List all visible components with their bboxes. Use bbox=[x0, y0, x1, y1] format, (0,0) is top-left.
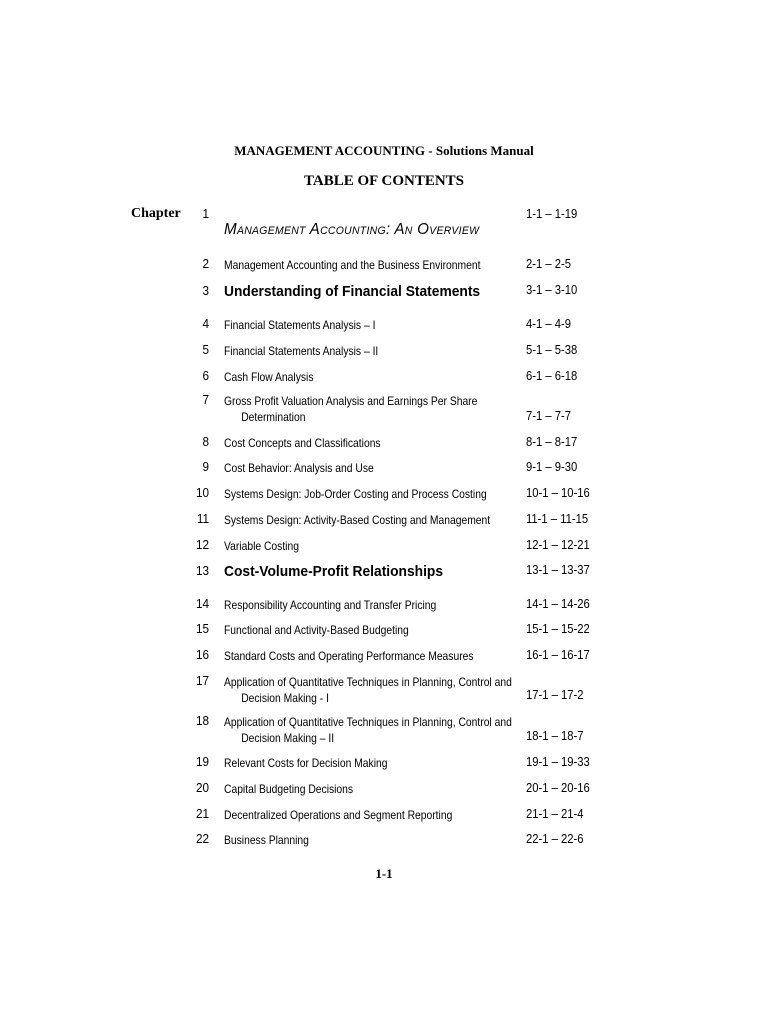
chapter-title-text: Cash Flow Analysis bbox=[224, 370, 314, 384]
chapter-number: 14 bbox=[195, 596, 209, 611]
page-range: 12-1 – 12-21 bbox=[526, 538, 590, 552]
page-range: 10-1 – 10-16 bbox=[526, 486, 590, 500]
chapter-title-continuation: Determination bbox=[241, 410, 306, 424]
chapter-title bbox=[224, 597, 436, 613]
chapter-number: 9 bbox=[202, 459, 209, 474]
page-range: 17-1 – 17-2 bbox=[526, 688, 584, 702]
page-range: 16-1 – 16-17 bbox=[526, 648, 590, 662]
chapter-title-text: Decentralized Operations and Segment Reporting bbox=[224, 808, 453, 822]
chapter-title-text: Financial Statements Analysis – I bbox=[224, 318, 376, 332]
chapter-title-text: Relevant Costs for Decision Making bbox=[224, 756, 388, 770]
document-title: MANAGEMENT ACCOUNTING - Solutions Manual bbox=[234, 143, 534, 158]
chapter-title bbox=[224, 486, 487, 502]
chapter-title bbox=[224, 648, 474, 664]
chapter-title bbox=[224, 714, 512, 746]
page-range: 22-1 – 22-6 bbox=[526, 832, 584, 846]
chapter-title-text: Standard Costs and Operating Performance Measures bbox=[224, 649, 474, 663]
chapter-title bbox=[224, 393, 477, 425]
chapter-title-text: Variable Costing bbox=[224, 539, 299, 553]
chapter-number: 6 bbox=[202, 368, 209, 383]
chapter-title bbox=[224, 564, 443, 580]
chapter-number: 16 bbox=[195, 647, 209, 662]
chapter-number: 18 bbox=[195, 713, 209, 728]
chapter-title-continuation: Decision Making – II bbox=[241, 731, 335, 745]
chapter-title-text: Systems Design: Job-Order Costing and Process Costing bbox=[224, 487, 487, 501]
chapter-label: Chapter bbox=[131, 206, 181, 221]
chapter-title-continuation: Decision Making - I bbox=[241, 691, 329, 705]
page-range: 11-1 – 11-15 bbox=[526, 512, 589, 526]
chapter-title-text: Understanding of Financial Statements bbox=[224, 283, 481, 300]
chapter-title bbox=[224, 538, 299, 554]
page-range: 3-1 – 3-10 bbox=[526, 283, 578, 297]
chapter-title bbox=[224, 755, 387, 771]
chapter-title bbox=[224, 284, 480, 300]
chapter-title bbox=[224, 460, 374, 476]
chapter-number: 8 bbox=[202, 434, 209, 449]
page-range: 7-1 – 7-7 bbox=[526, 409, 572, 423]
chapter-title-text: Business Planning bbox=[224, 833, 309, 847]
chapter-number: 7 bbox=[202, 392, 209, 407]
chapter-title bbox=[224, 807, 452, 823]
chapter-title-text: Application of Quantitative Techniques in Planning, Control and bbox=[224, 675, 512, 689]
chapter-title bbox=[224, 317, 375, 333]
chapter-title-text: Responsibility Accounting and Transfer Pricing bbox=[224, 598, 437, 612]
chapter-number: 4 bbox=[202, 316, 209, 331]
page-range: 19-1 – 19-33 bbox=[526, 755, 590, 769]
chapter-title bbox=[224, 257, 480, 273]
page-range: 14-1 – 14-26 bbox=[526, 597, 590, 611]
chapter-title-text: Gross Profit Valuation Analysis and Earnings Per Share bbox=[224, 394, 478, 408]
chapter-number: 17 bbox=[195, 673, 209, 688]
chapter-title-text: Cost Behavior: Analysis and Use bbox=[224, 461, 374, 475]
chapter-title-text: Financial Statements Analysis – II bbox=[224, 344, 379, 358]
page-range: 4-1 – 4-9 bbox=[526, 317, 572, 331]
toc-heading: TABLE OF CONTENTS bbox=[303, 173, 465, 189]
page-range: 21-1 – 21-4 bbox=[526, 807, 584, 821]
chapter-number: 3 bbox=[202, 283, 209, 298]
chapter-number: 12 bbox=[195, 537, 209, 552]
page-range: 2-1 – 2-5 bbox=[526, 257, 572, 271]
chapter-number: 1 bbox=[202, 206, 209, 221]
chapter-title bbox=[224, 622, 409, 638]
page-range: 8-1 – 8-17 bbox=[526, 435, 578, 449]
chapter-title bbox=[224, 832, 309, 848]
chapter-title bbox=[224, 369, 313, 385]
chapter-number: 10 bbox=[195, 485, 209, 500]
chapter-title bbox=[224, 435, 381, 451]
chapter-number: 19 bbox=[195, 754, 209, 769]
chapter-title-text: Systems Design: Activity-Based Costing and Management bbox=[224, 513, 491, 527]
chapter-number: 2 bbox=[202, 256, 209, 271]
chapter-title-text: Application of Quantitative Techniques in Planning, Control and bbox=[224, 715, 512, 729]
page-range: 5-1 – 5-38 bbox=[526, 343, 578, 357]
chapter-number: 15 bbox=[195, 621, 209, 636]
chapter-title bbox=[224, 343, 378, 359]
chapter-title-text: Management Accounting and the Business Environment bbox=[224, 258, 481, 272]
page-range: 1-1 – 1-19 bbox=[526, 207, 578, 221]
page-range: 9-1 – 9-30 bbox=[526, 460, 578, 474]
page-range: 6-1 – 6-18 bbox=[526, 369, 578, 383]
chapter-title-text: Management Accounting: An Overview bbox=[224, 221, 480, 238]
chapter-title-text: Cost Concepts and Classifications bbox=[224, 436, 381, 450]
page-number: 1-1 bbox=[375, 866, 393, 881]
chapter-title-text: Cost-Volume-Profit Relationships bbox=[224, 563, 444, 580]
chapter-number: 5 bbox=[202, 342, 209, 357]
chapter-title bbox=[224, 781, 353, 797]
chapter-number: 22 bbox=[195, 831, 209, 846]
page-range: 13-1 – 13-37 bbox=[526, 563, 590, 577]
chapter-number: 13 bbox=[195, 563, 209, 578]
chapter-title-text: Functional and Activity-Based Budgeting bbox=[224, 623, 409, 637]
chapter-title bbox=[224, 674, 512, 706]
chapter-title bbox=[224, 222, 479, 238]
chapter-title bbox=[224, 512, 490, 528]
page-range: 20-1 – 20-16 bbox=[526, 781, 590, 795]
chapter-number: 20 bbox=[195, 780, 209, 795]
chapter-number: 21 bbox=[195, 806, 209, 821]
chapter-title-text: Capital Budgeting Decisions bbox=[224, 782, 354, 796]
chapter-number: 11 bbox=[196, 511, 209, 526]
page-range: 15-1 – 15-22 bbox=[526, 622, 590, 636]
page-range: 18-1 – 18-7 bbox=[526, 729, 584, 743]
